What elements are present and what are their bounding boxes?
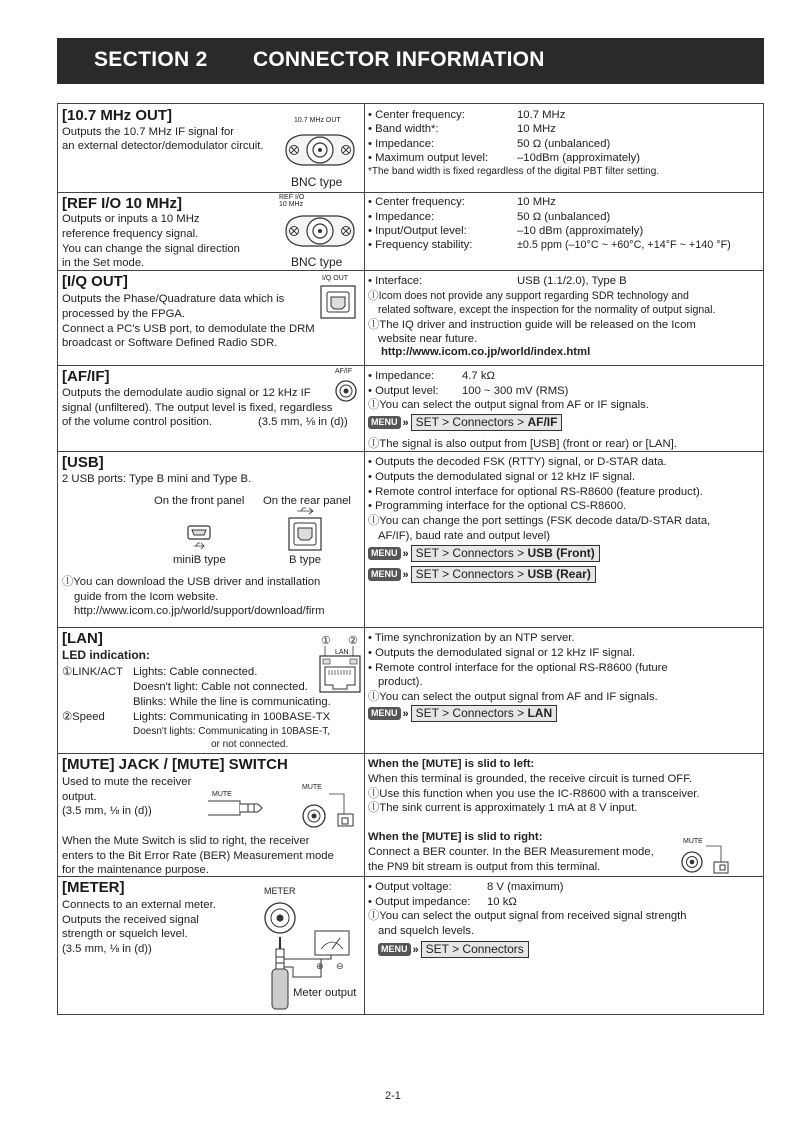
mute-desc2-3: for the maintenance purpose. xyxy=(62,864,209,876)
out107-spec-val: 10 MHz xyxy=(517,123,556,135)
lan-bullet: product). xyxy=(378,676,423,688)
column-divider xyxy=(364,104,365,1014)
svg-text:⊖: ⊖ xyxy=(336,961,344,971)
afif-menu-path: MENU » SET > Connectors > AF/IF xyxy=(368,414,562,432)
usb-minib-label: miniB type xyxy=(173,554,226,566)
meter-menu-path: MENU » SET > Connectors xyxy=(378,941,529,959)
afif-note-1: ⓛYou can select the output signal from AF or IF signals. xyxy=(368,399,649,411)
meter-desc-1: Connects to an external meter. xyxy=(62,899,216,911)
out107-spec-key: • Center frequency: xyxy=(368,109,465,121)
iqout-note-1: ⓛIcom does not provide any support regarding SDR technology and xyxy=(368,290,689,302)
meter-note-2: and squelch levels. xyxy=(378,925,475,937)
lan-conn-label: LAN xyxy=(335,649,349,656)
meter-size: (3.5 mm, ⅛ in (d)) xyxy=(62,943,152,955)
lan-row-label: ②Speed xyxy=(62,711,105,723)
afif-conn-label: AF/IF xyxy=(335,368,353,375)
row-divider xyxy=(58,192,763,193)
afif-spec-key: • Impedance: xyxy=(368,370,435,382)
lan-row-label: ①LINK/ACT xyxy=(62,666,123,678)
mute-desc-1: Used to mute the receiver xyxy=(62,776,192,788)
out107-spec-val: 10.7 MHz xyxy=(517,109,566,121)
refio-spec-key: • Input/Output level: xyxy=(368,225,467,237)
usb-desc: 2 USB ports: Type B mini and Type B. xyxy=(62,473,252,485)
lan-title: [LAN] xyxy=(62,630,103,647)
mute-desc2-1: When the Mute Switch is slid to right, the receiver xyxy=(62,835,310,847)
lan-bullet: ⓛYou can select the output signal from AF and IF signals. xyxy=(368,691,658,703)
meter-title: [METER] xyxy=(62,879,125,896)
lan-row-text: Doesn't lights: Communicating in 10BASE-T, xyxy=(133,726,330,737)
mute-left-line: When this terminal is grounded, the receive circuit is turned OFF. xyxy=(368,773,692,785)
out107-type: BNC type xyxy=(291,175,343,189)
meter-output-label: Meter output xyxy=(293,987,357,999)
section-title: CONNECTOR INFORMATION xyxy=(253,48,545,71)
row-divider xyxy=(58,627,763,628)
iqout-desc-3: Connect a PC's USB port, to demodulate the DRM xyxy=(62,323,315,335)
meter-note-1: ⓛYou can select the output signal from received signal strength xyxy=(368,910,687,922)
lan-port-icon xyxy=(318,646,364,694)
usb-menu-path-front: MENU » SET > Connectors > USB (Front) xyxy=(368,545,600,563)
lan-num-1: ① xyxy=(321,635,331,647)
afif-desc-2: signal (unfiltered). The output level is fixed, regardless xyxy=(62,402,333,414)
refio-spec-val: 10 MHz xyxy=(517,196,556,208)
usb-bullet: • Outputs the decoded FSK (RTTY) signal, or D-STAR data. xyxy=(368,456,667,468)
usb-title: [USB] xyxy=(62,454,104,471)
menu-key-icon[interactable]: MENU xyxy=(368,416,401,429)
mute-right-line: Connect a BER counter. In the BER Measurement mode, xyxy=(368,846,654,858)
mute-left-line: ⓛThe sink current is approximately 1 mA at 8 V input. xyxy=(368,802,638,814)
menu-key-icon[interactable]: MENU xyxy=(378,943,411,956)
usb-b-port-icon xyxy=(287,506,323,552)
mute-left-head: When the [MUTE] is slid to left: xyxy=(368,758,535,770)
afif-spec-val: 100 ~ 300 mV (RMS) xyxy=(462,385,569,397)
usb-b-port-icon xyxy=(320,285,356,319)
usb-menu-path-rear: MENU » SET > Connectors > USB (Rear) xyxy=(368,566,596,584)
mute-jack-icon xyxy=(300,791,362,831)
refio-desc-2: reference frequency signal. xyxy=(62,228,199,240)
afif-title: [AF/IF] xyxy=(62,368,110,385)
out107-title: [10.7 MHz OUT] xyxy=(62,107,173,124)
out107-spec-key: • Band width*: xyxy=(368,123,439,135)
mute-jack-label: MUTE xyxy=(302,784,322,791)
iqout-desc-1: Outputs the Phase/Quadrature data which is xyxy=(62,293,285,305)
section-number: SECTION 2 xyxy=(94,48,208,71)
out107-note: *The band width is fixed regardless of the digital PBT filter setting. xyxy=(368,166,660,177)
out107-desc-2: an external detector/demodulator circuit. xyxy=(62,140,264,152)
connector-table xyxy=(57,103,764,1015)
usb-note-2: guide from the Icom website. xyxy=(74,591,219,603)
mute-jack-right-icon xyxy=(679,845,741,877)
afif-note-2: ⓛThe signal is also output from [USB] (front or rear) or [LAN]. xyxy=(368,438,677,450)
mute-plug-label: MUTE xyxy=(212,791,232,798)
svg-text:⊕: ⊕ xyxy=(316,961,324,971)
lan-row-text: or not connected. xyxy=(211,739,289,750)
refio-desc-4: in the Set mode. xyxy=(62,257,145,269)
out107-spec-val: –10dBm (approximately) xyxy=(517,152,641,164)
afif-spec-val: 4.7 kΩ xyxy=(462,370,495,382)
mute-title: [MUTE] JACK / [MUTE] SWITCH xyxy=(62,756,288,773)
lan-row-text: Blinks: While the line is communicating. xyxy=(133,696,331,708)
usb-front-label: On the front panel xyxy=(154,495,245,507)
out107-conn-label: 10.7 MHz OUT xyxy=(294,117,341,124)
out107-spec-key: • Maximum output level: xyxy=(368,152,489,164)
meter-desc-2: Outputs the received signal xyxy=(62,914,199,926)
iqout-spec-val: USB (1.1/2.0), Type B xyxy=(517,275,627,287)
menu-key-icon[interactable]: MENU xyxy=(368,568,401,581)
refio-desc-3: You can change the signal direction xyxy=(62,243,240,255)
refio-desc-1: Outputs or inputs a 10 MHz xyxy=(62,213,200,225)
mute-jack-label: MUTE xyxy=(683,838,703,845)
lan-row-text: Lights: Cable connected. xyxy=(133,666,258,678)
menu-path-box[interactable]: SET > Connectors > AF/IF xyxy=(411,414,563,431)
out107-spec-val: 50 Ω (unbalanced) xyxy=(517,138,611,150)
refio-conn-label-1: REF I/O xyxy=(279,194,305,201)
mute-size: (3.5 mm, ⅛ in (d)) xyxy=(62,805,152,817)
bnc-connector-icon xyxy=(280,129,360,171)
menu-key-icon[interactable]: MENU xyxy=(368,707,401,720)
mute-desc-2: output. xyxy=(62,791,97,803)
usb-rear-label: On the rear panel xyxy=(263,495,351,507)
refio-spec-val: ±0.5 ppm (–10°C ~ +60°C, +14°F ~ +140 °F) xyxy=(517,239,731,251)
iqout-note-2: related software, except the inspection for the normality of output signal. xyxy=(378,304,716,316)
bnc-connector-icon xyxy=(280,210,360,252)
afif-desc-1: Outputs the demodulate audio signal or 12 kHz IF xyxy=(62,387,311,399)
iqout-url-link[interactable]: http://www.icom.co.jp/world/index.html xyxy=(381,346,591,358)
iqout-spec-key: • Interface: xyxy=(368,275,423,287)
mute-left-line: ⓛUse this function when you use the IC-R8600 with a transceiver. xyxy=(368,788,700,800)
usb-bullet: • Programming interface for the optional CS-R8600. xyxy=(368,500,627,512)
jack-connector-icon xyxy=(334,379,358,403)
afif-size: (3.5 mm, ⅛ in (d)) xyxy=(258,416,348,428)
iqout-note-3: ⓛThe IQ driver and instruction guide will be released on the Icom xyxy=(368,319,696,331)
lan-num-2: ② xyxy=(348,635,358,647)
mute-desc2-2: enters to the Bit Error Rate (BER) Measurement mode xyxy=(62,850,334,862)
mute-right-head: When the [MUTE] is slid to right: xyxy=(368,831,543,843)
usb-minib-port-icon xyxy=(186,524,212,552)
afif-desc-3: of the volume control position. xyxy=(62,416,213,428)
out107-spec-key: • Impedance: xyxy=(368,138,435,150)
meter-conn-label: METER xyxy=(264,886,296,896)
meter-spec-key: • Output impedance: xyxy=(368,896,471,908)
lan-bullet: • Remote control interface for the optional RS-R8600 (future xyxy=(368,662,668,674)
row-divider xyxy=(58,365,763,366)
refio-title: [REF I/O 10 MHz] xyxy=(62,195,183,212)
lan-row-text: Doesn't light: Cable not connected. xyxy=(133,681,308,693)
menu-path-box[interactable]: SET > Connectors > USB (Front) xyxy=(411,545,600,562)
row-divider xyxy=(58,753,763,754)
lan-menu-path: MENU » SET > Connectors > LAN xyxy=(368,705,557,723)
refio-spec-key: • Center frequency: xyxy=(368,196,465,208)
section-header xyxy=(57,38,764,84)
refio-spec-key: • Impedance: xyxy=(368,211,435,223)
usb-bullet: • Remote control interface for optional RS-R8600 (feature product). xyxy=(368,486,703,498)
meter-spec-val: 10 kΩ xyxy=(487,896,517,908)
menu-key-icon[interactable]: MENU xyxy=(368,547,401,560)
usb-bullet: AF/IF), baud rate and output level) xyxy=(378,530,551,542)
meter-spec-key: • Output voltage: xyxy=(368,881,452,893)
mute-right-line: the PN9 bit stream is output from this terminal. xyxy=(368,861,601,873)
lan-bullet: • Outputs the demodulated signal or 12 kHz IF signal. xyxy=(368,647,636,659)
refio-spec-key: • Frequency stability: xyxy=(368,239,473,251)
row-divider xyxy=(58,270,763,271)
meter-desc-3: strength or squelch level. xyxy=(62,928,188,940)
iqout-title: [I/Q OUT] xyxy=(62,273,128,290)
refio-conn-label-2: 10 MHz xyxy=(279,201,304,208)
iqout-desc-4: broadcast or Software Defined Radio SDR. xyxy=(62,337,278,349)
usb-bullet: • Outputs the demodulated signal or 12 kHz IF signal. xyxy=(368,471,636,483)
afif-spec-key: • Output level: xyxy=(368,385,439,397)
meter-spec-val: 8 V (maximum) xyxy=(487,881,564,893)
lan-bullet: • Time synchronization by an NTP server. xyxy=(368,632,575,644)
menu-path-box[interactable]: SET > Connectors > USB (Rear) xyxy=(411,566,596,583)
iqout-conn-label: I/Q OUT xyxy=(322,275,349,282)
usb-note-1: ⓛYou can download the USB driver and installation xyxy=(62,576,321,588)
lan-led-title: LED indication: xyxy=(62,648,150,662)
iqout-desc-2: processed by the FPGA. xyxy=(62,308,186,320)
menu-path-box[interactable]: SET > Connectors xyxy=(421,941,529,958)
mute-plug-icon xyxy=(208,799,266,819)
refio-type: BNC type xyxy=(291,255,343,269)
usb-url-link[interactable]: http://www.icom.co.jp/world/support/download/firm xyxy=(74,605,325,617)
page-number: 2-1 xyxy=(385,1090,401,1102)
refio-spec-val: –10 dBm (approximately) xyxy=(517,225,644,237)
usb-bullet: ⓛYou can change the port settings (FSK decode data/D-STAR data, xyxy=(368,515,711,527)
usb-b-label: B type xyxy=(289,554,322,566)
menu-path-box[interactable]: SET > Connectors > LAN xyxy=(411,705,558,722)
iqout-note-4: website near future. xyxy=(378,333,478,345)
lan-row-text: Lights: Communicating in 100BASE-TX xyxy=(133,711,331,723)
refio-spec-val: 50 Ω (unbalanced) xyxy=(517,211,611,223)
out107-desc-1: Outputs the 10.7 MHz IF signal for xyxy=(62,126,235,138)
